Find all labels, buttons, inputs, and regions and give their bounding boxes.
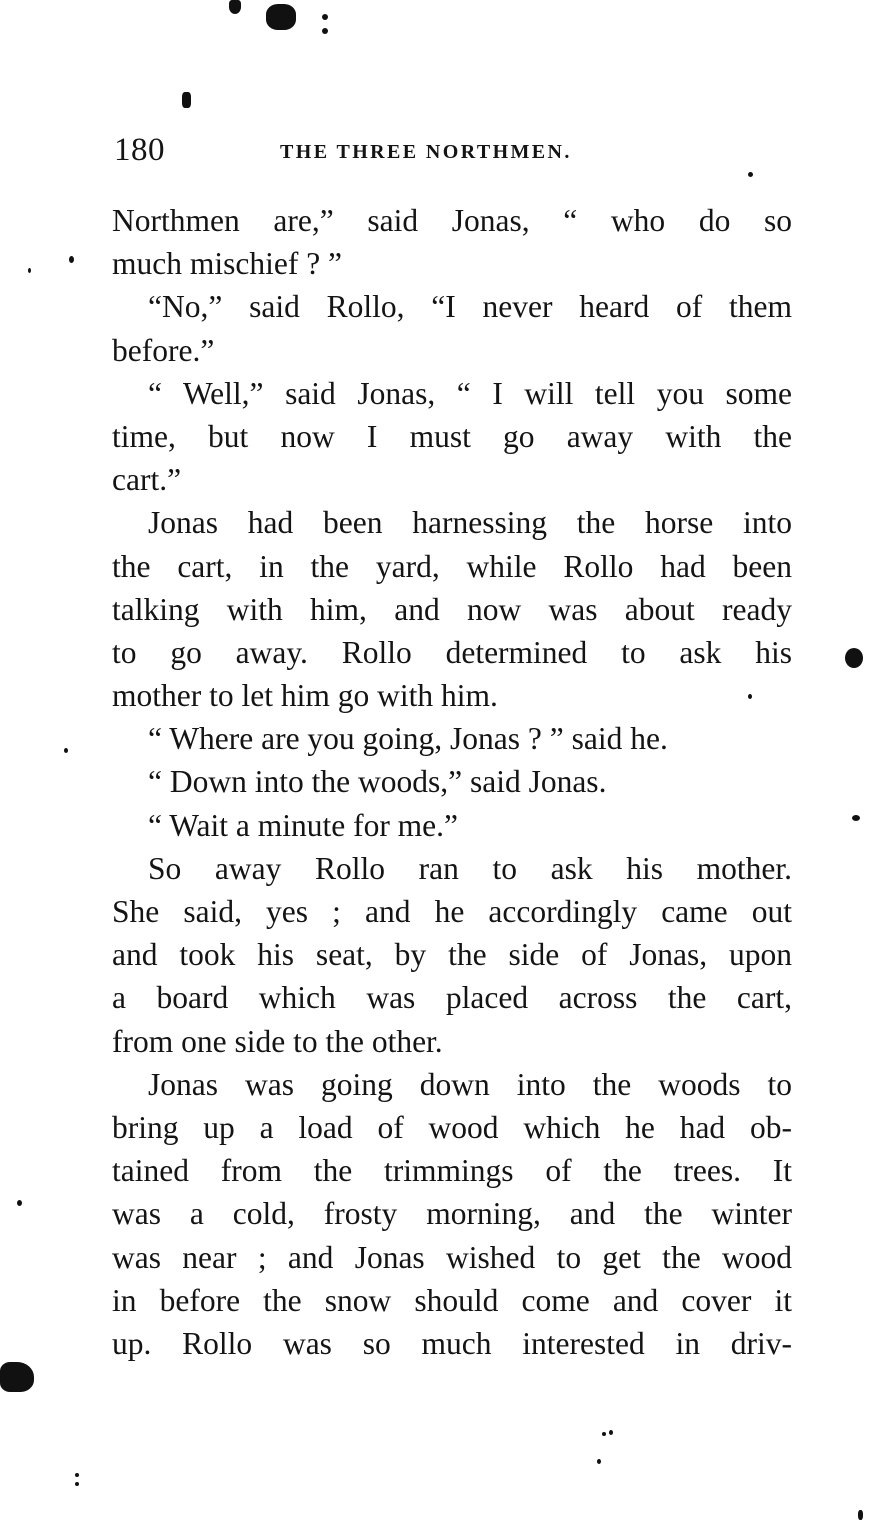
ink-speck bbox=[609, 1430, 613, 1435]
ink-speck bbox=[597, 1459, 601, 1464]
text-line: before.” bbox=[112, 332, 215, 368]
ink-speck bbox=[266, 4, 296, 30]
text-line: from one side to the other. bbox=[112, 1023, 443, 1059]
ink-speck bbox=[852, 815, 860, 821]
text-line: was near ; and Jonas wished to get the wood bbox=[112, 1239, 792, 1275]
text-line: up. Rollo was so much interested in driv- bbox=[112, 1325, 792, 1361]
ink-speck bbox=[602, 1432, 606, 1436]
text-line: tained from the trimmings of the trees. It bbox=[112, 1153, 792, 1189]
running-head bbox=[114, 128, 794, 172]
text-line: “ Well,” said Jonas, “ I will tell you some bbox=[148, 375, 792, 411]
running-title: THE THREE NORTHMEN. bbox=[280, 141, 572, 163]
text-line: much mischief ? ” bbox=[112, 246, 343, 282]
text-line: cart.” bbox=[112, 462, 182, 498]
ink-speck bbox=[75, 1473, 79, 1477]
ink-speck bbox=[75, 1482, 79, 1486]
text-line: and took his seat, by the side of Jonas, upon bbox=[112, 937, 792, 973]
ink-speck bbox=[748, 694, 752, 699]
text-line: “ Wait a minute for me.” bbox=[148, 807, 459, 843]
ink-speck bbox=[845, 648, 863, 668]
text-line: mother to let him go with him. bbox=[112, 678, 498, 714]
ink-speck bbox=[69, 256, 74, 263]
text-line: She said, yes ; and he accordingly came out bbox=[112, 894, 792, 929]
ink-speck bbox=[0, 1362, 34, 1392]
ink-speck bbox=[229, 0, 241, 14]
text-line: “ Where are you going, Jonas ? ” said he. bbox=[148, 721, 668, 757]
body-text bbox=[112, 199, 792, 1365]
text-line: talking with him, and now was about ready bbox=[112, 591, 792, 627]
ink-speck bbox=[748, 172, 753, 177]
ink-speck bbox=[858, 1510, 863, 1520]
text-line: was a cold, frosty morning, and the winter bbox=[112, 1196, 792, 1232]
text-line: Jonas was going down into the woods to bbox=[148, 1066, 792, 1102]
text-line: to go away. Rollo determined to ask his bbox=[112, 634, 792, 670]
text-line: Northmen are,” said Jonas, “ who do so bbox=[112, 203, 792, 238]
text-line: “ Down into the woods,” said Jonas. bbox=[148, 764, 607, 800]
ink-speck bbox=[322, 28, 328, 34]
text-line: a board which was placed across the cart, bbox=[112, 980, 792, 1016]
ink-speck bbox=[28, 268, 31, 273]
text-line: time, but now I must go away with the bbox=[112, 418, 792, 454]
text-line: “No,” said Rollo, “I never heard of them bbox=[148, 289, 792, 325]
ink-speck bbox=[64, 748, 68, 753]
text-line: So away Rollo ran to ask his mother. bbox=[148, 850, 792, 886]
ink-speck bbox=[182, 92, 191, 108]
text-line: in before the snow should come and cover it bbox=[112, 1282, 792, 1318]
text-line: Jonas had been harnessing the horse into bbox=[148, 505, 792, 541]
text-line: the cart, in the yard, while Rollo had been bbox=[112, 548, 792, 584]
ink-speck bbox=[322, 14, 328, 20]
text-line: bring up a load of wood which he had ob- bbox=[112, 1109, 792, 1145]
ink-speck bbox=[17, 1200, 22, 1206]
page-number: 180 bbox=[114, 132, 165, 168]
